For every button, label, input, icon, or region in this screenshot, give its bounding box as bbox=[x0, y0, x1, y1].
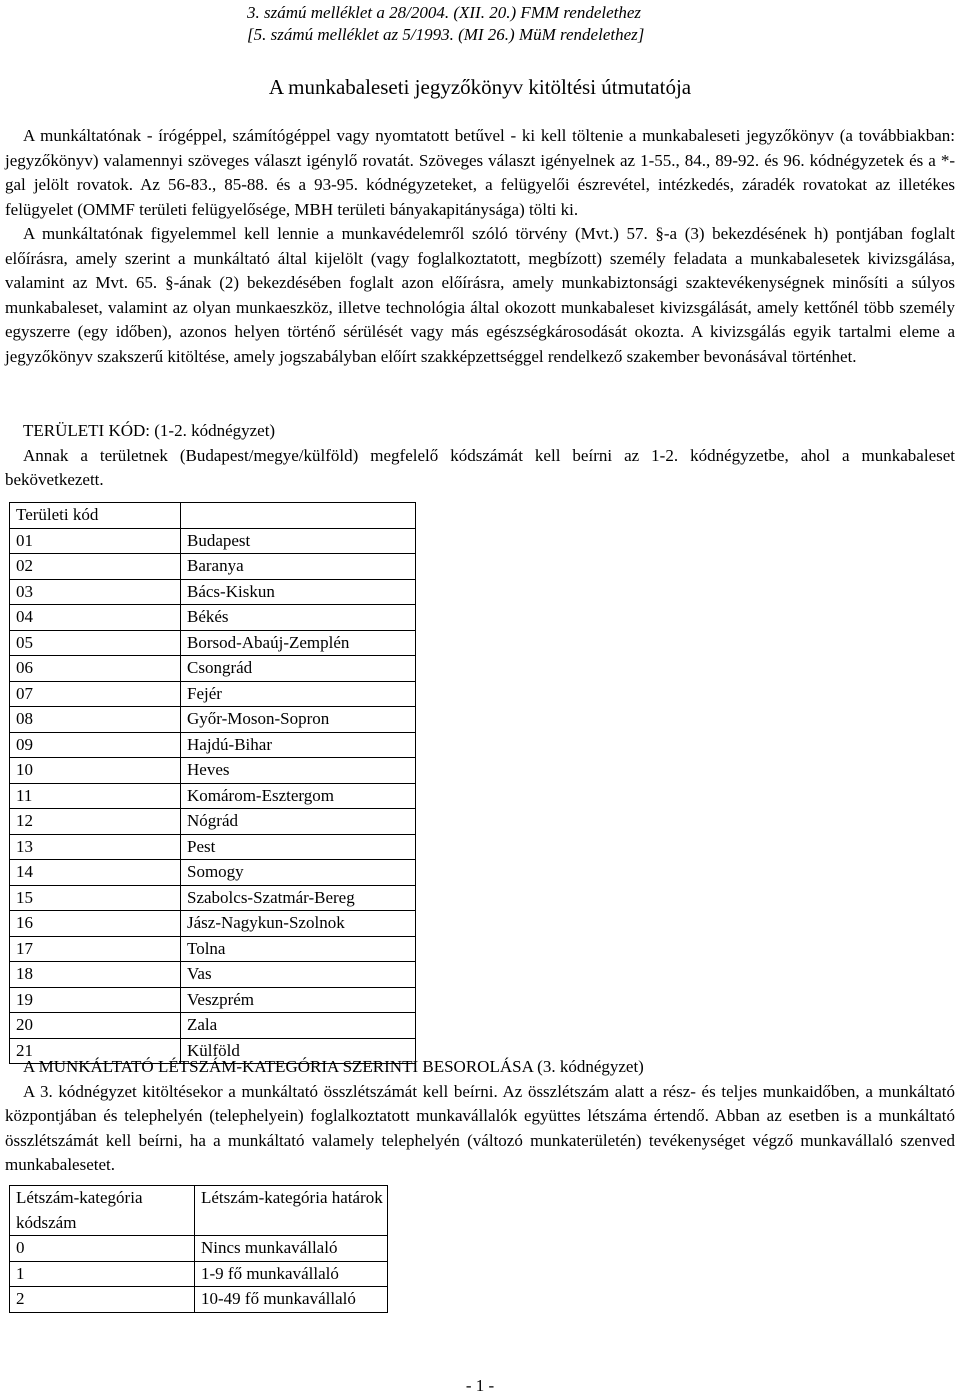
table-cell: Békés bbox=[181, 605, 416, 631]
table-header-row bbox=[10, 1186, 388, 1236]
table-cell: Nógrád bbox=[181, 809, 416, 835]
table-cell: 2 bbox=[10, 1287, 195, 1313]
table-cell: 18 bbox=[10, 962, 181, 988]
table-cell: 09 bbox=[10, 732, 181, 758]
table-cell: Heves bbox=[181, 758, 416, 784]
table-cell: 15 bbox=[10, 885, 181, 911]
table-cell: 08 bbox=[10, 707, 181, 733]
table-cell: Jász-Nagykun-Szolnok bbox=[181, 911, 416, 937]
table-row bbox=[10, 758, 416, 784]
table-cell: 03 bbox=[10, 579, 181, 605]
table-row bbox=[10, 1287, 388, 1313]
table-row bbox=[10, 732, 416, 758]
table-row bbox=[10, 834, 416, 860]
table-cell: 12 bbox=[10, 809, 181, 835]
table-cell: 10-49 fő munkavállaló bbox=[195, 1287, 388, 1313]
table-cell: 05 bbox=[10, 630, 181, 656]
territorial-code-text: Annak a területnek (Budapest/megye/külföld) megfelelő kódszámát kell beírni az 1-2. kódnégyzetbe, ahol a munkabaleset bekövetkezett. bbox=[5, 445, 955, 489]
table-cell: 19 bbox=[10, 987, 181, 1013]
table-cell: 0 bbox=[10, 1236, 195, 1262]
table-cell: Vas bbox=[181, 962, 416, 988]
page-number: - 1 - bbox=[465, 1376, 495, 1395]
table-row bbox=[10, 962, 416, 988]
table-row bbox=[10, 1261, 388, 1287]
table-row bbox=[10, 987, 416, 1013]
table-row bbox=[10, 528, 416, 554]
table-cell bbox=[181, 503, 416, 529]
table-cell: Szabolcs-Szatmár-Bereg bbox=[181, 885, 416, 911]
table-cell: Veszprém bbox=[181, 987, 416, 1013]
table-row bbox=[10, 630, 416, 656]
intro-section bbox=[5, 124, 955, 369]
table-cell: Győr-Moson-Sopron bbox=[181, 707, 416, 733]
table-row bbox=[10, 605, 416, 631]
table-cell: 01 bbox=[10, 528, 181, 554]
table-cell: Nincs munkavállaló bbox=[195, 1236, 388, 1262]
table-cell: 06 bbox=[10, 656, 181, 682]
territory-code-table bbox=[9, 502, 416, 1064]
staff-category-table bbox=[9, 1185, 388, 1313]
document-header bbox=[247, 2, 644, 46]
table-row bbox=[10, 681, 416, 707]
document-title: A munkabaleseti jegyzőkönyv kitöltési útmutatója bbox=[268, 75, 692, 99]
table-cell: Fejér bbox=[181, 681, 416, 707]
table-cell: 16 bbox=[10, 911, 181, 937]
table-cell: 21 bbox=[10, 1038, 181, 1064]
table-row bbox=[10, 783, 416, 809]
table-row bbox=[10, 1013, 416, 1039]
table-cell: Csongrád bbox=[181, 656, 416, 682]
table-cell: Zala bbox=[181, 1013, 416, 1039]
table-row bbox=[10, 656, 416, 682]
table-cell: Pest bbox=[181, 834, 416, 860]
table-row bbox=[10, 707, 416, 733]
table-cell: 10 bbox=[10, 758, 181, 784]
header-line-1: 3. számú melléklet a 28/2004. (XII. 20.) FMM rendelethez bbox=[247, 3, 642, 22]
table-cell: 1 bbox=[10, 1261, 195, 1287]
territorial-code-heading: TERÜLETI KÓD: (1-2. kódnégyzet) bbox=[23, 421, 276, 440]
table-row bbox=[10, 579, 416, 605]
table-cell: 07 bbox=[10, 681, 181, 707]
staff-category-section bbox=[5, 1055, 955, 1178]
table-cell: Somogy bbox=[181, 860, 416, 886]
territorial-code-section bbox=[5, 419, 955, 493]
table-cell: 17 bbox=[10, 936, 181, 962]
table-row bbox=[10, 1236, 388, 1262]
table-row bbox=[10, 885, 416, 911]
table-cell: 1-9 fő munkavállaló bbox=[195, 1261, 388, 1287]
header-line-2: [5. számú melléklet az 5/1993. (MI 26.) MüM rendelethez] bbox=[247, 25, 645, 44]
staff-category-text: A 3. kódnégyzet kitöltésekor a munkáltató összlétszámát kell beírni. Az összlétszám alatt a rész- és teljes munkaidőben, a munkáltató központjában és telephelyén (telephelyein) foglalkoztatott munkavállalók együttes létszáma értendő. Abban az esetben is a munkáltató összlétszámát kell beírni, ha a munkáltató valamely telephelyén (változó munkaterületén) tevékenységet végző munkavállaló szenved munkabalesetet. bbox=[5, 1081, 955, 1174]
table-cell: Területi kód bbox=[10, 503, 181, 529]
table-cell: 20 bbox=[10, 1013, 181, 1039]
intro-paragraph-1: A munkáltatónak - írógéppel, számítógéppel vagy nyomtatott betűvel - ki kell töltenie a munkabaleseti jegyzőkönyv (a továbbiakban: jegyzőkönyv) valamennyi szöveges választ igénylő rovatát. Szöveges választ igényelnek az 1-55., 84., 89-92. és 96. kódnégyzetek és a *-gal jelölt rovatok. Az 56-83., 85-88. és a 93-95. kódnégyzeteket, a felügyelői észrevétel, intézkedés, záradék rovatokat az illetékes felügyelet (OMMF területi felügyelősége, MBH területi bányakapitánysága) tölti ki. bbox=[5, 126, 955, 219]
intro-paragraph-2: A munkáltatónak figyelemmel kell lennie a munkavédelemről szóló törvény (Mvt.) 57. §-a (3) bekezdésének h) pontjában foglalt előírásra, amely szerint a munkáltató által kijelölt (vagy foglalkoztatott, megbízott) személy feladata a munkabalesetek kivizsgálása, valamint az Mvt. 65. §-ának (2) bekezdésében foglalt azon előírásra, amely munkabiztonsági szaktevékenységnek minősíti a súlyos munkabaleset, valamint az olyan munkaeszköz, illetve technológia által okozott munkabaleset kivizsgálását, amely kettőnél több személy egyszerre (egy időben), azonos helyen történő sérülését vagy más egészségkárosodását okozta. A kivizsgálás egyik tartalmi eleme a jegyzőkönyv szakszerű kitöltése, amely jogszabályban előírt szakképzettséggel rendelkező szakember bevonásával történhet. bbox=[5, 224, 955, 366]
table-cell: 11 bbox=[10, 783, 181, 809]
table-cell: Baranya bbox=[181, 554, 416, 580]
table-cell: Komárom-Esztergom bbox=[181, 783, 416, 809]
table-cell: Hajdú-Bihar bbox=[181, 732, 416, 758]
table-cell: Budapest bbox=[181, 528, 416, 554]
table-cell: Borsod-Abaúj-Zemplén bbox=[181, 630, 416, 656]
table-cell: Tolna bbox=[181, 936, 416, 962]
table-cell: Bács-Kiskun bbox=[181, 579, 416, 605]
table-row bbox=[10, 911, 416, 937]
table-cell: 13 bbox=[10, 834, 181, 860]
table-cell: Létszám-kategória kódszám bbox=[10, 1186, 195, 1236]
table-row bbox=[10, 809, 416, 835]
table-row bbox=[10, 860, 416, 886]
table-cell: 04 bbox=[10, 605, 181, 631]
table-header-row bbox=[10, 503, 416, 529]
table-row bbox=[10, 936, 416, 962]
staff-category-heading: A MUNKÁLTATÓ LÉTSZÁM-KATEGÓRIA SZERINTI BESOROLÁSA (3. kódnégyzet) bbox=[23, 1057, 644, 1076]
table-cell: 02 bbox=[10, 554, 181, 580]
table-cell: 14 bbox=[10, 860, 181, 886]
table-row bbox=[10, 554, 416, 580]
table-cell: Létszám-kategória határok bbox=[195, 1186, 388, 1236]
table-cell: Külföld bbox=[181, 1038, 416, 1064]
document-page bbox=[5, 0, 955, 1392]
